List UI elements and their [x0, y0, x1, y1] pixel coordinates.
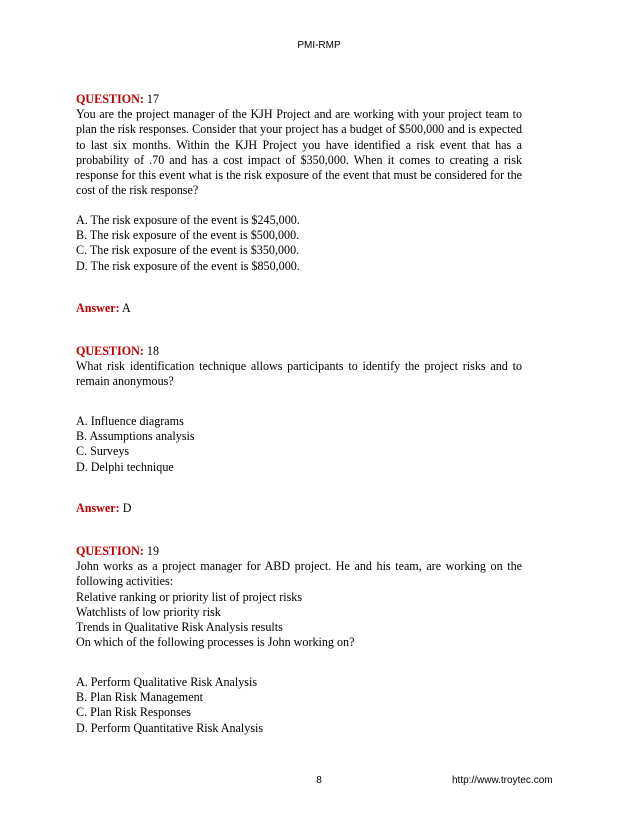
question-text: John works as a project manager for ABD project. He and his team, are working on the following activities: [76, 559, 522, 589]
answer-label: Answer: [76, 301, 120, 315]
page-header-title: PMI-RMP [297, 40, 341, 51]
answer-18 [76, 501, 522, 516]
option-a: A. Perform Qualitative Risk Analysis [76, 675, 258, 689]
question-heading [76, 92, 522, 107]
page-number: 8 [316, 775, 322, 786]
activity-line: Watchlists of low priority risk [76, 604, 221, 619]
question-17 [76, 92, 522, 198]
option-c: C. The risk exposure of the event is $350,000. [76, 243, 300, 258]
question-number: 18 [146, 344, 159, 358]
question-number: 17 [146, 92, 159, 106]
question-18 [76, 344, 522, 390]
option-c: C. Surveys [76, 444, 130, 459]
option-d: D. Perform Quantitative Risk Analysis [76, 720, 264, 735]
option-c: C. Plan Risk Responses [76, 705, 191, 720]
question-19 [76, 544, 522, 650]
question-label: QUESTION: [76, 544, 144, 558]
option-d: D. The risk exposure of the event is $850,000. [76, 258, 300, 273]
question-19-options [76, 675, 522, 736]
question-label: QUESTION: [76, 92, 144, 106]
question-text: You are the project manager of the KJH Project and are working with your project team to plan the risk responses. Consider that your project has a budget of $500,000 and is expected to last six months. Within the KJH Project you have identified a risk event that has a probability of .70 and has a cost impact of $350,000. When it comes to creating a risk response for this event what is the risk exposure of the event that must be considered for the cost of the risk response? [76, 107, 522, 198]
answer-label: Answer: [76, 501, 120, 515]
option-b: B. Assumptions analysis [76, 429, 195, 444]
activity-line: Relative ranking or priority list of project risks [76, 589, 303, 604]
question-17-options [76, 213, 522, 274]
question-text: What risk identification technique allows participants to identify the project risks and to remain anonymous? [76, 359, 522, 389]
answer-value: D [122, 501, 132, 515]
option-b: B. Plan Risk Management [76, 690, 203, 705]
activity-line: Trends in Qualitative Risk Analysis results [76, 620, 283, 635]
question-18-options [76, 414, 522, 475]
question-label: QUESTION: [76, 344, 144, 358]
question-heading [76, 544, 522, 559]
question-prompt: On which of the following processes is John working on? [76, 635, 355, 650]
answer-value: A [122, 301, 131, 315]
question-heading [76, 344, 522, 359]
option-d: D. Delphi technique [76, 459, 174, 474]
option-a: A. The risk exposure of the event is $245,000. [76, 213, 300, 227]
option-a: A. Influence diagrams [76, 414, 184, 428]
footer-url: http://www.troytec.com [452, 775, 553, 786]
answer-17 [76, 301, 522, 316]
option-b: B. The risk exposure of the event is $500,000. [76, 228, 300, 243]
question-number: 19 [146, 544, 159, 558]
